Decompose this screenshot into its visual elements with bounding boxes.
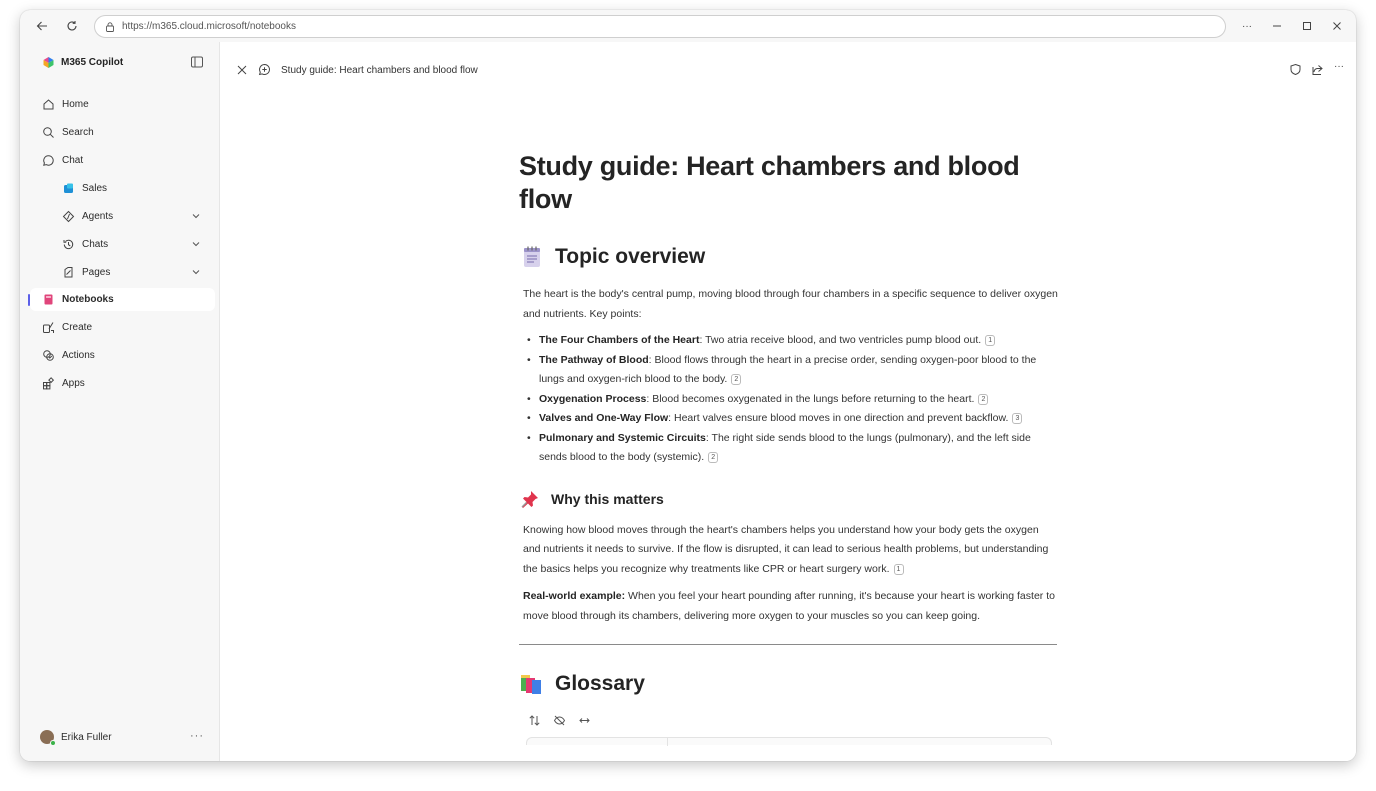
why-paragraph	[519, 521, 1059, 580]
section-title: Why this matters	[551, 490, 664, 507]
sidebar-item-label: Apps	[62, 378, 85, 389]
point-term: Oxygenation Process	[539, 392, 647, 405]
back-arrow-icon	[36, 20, 48, 32]
sidebar-item-sales[interactable]	[30, 177, 215, 200]
sidebar-item-label: Pages	[82, 267, 111, 278]
point-term: The Four Chambers of the Heart	[539, 334, 700, 346]
sidebar-item-apps[interactable]	[30, 372, 215, 395]
list-item	[527, 409, 1059, 429]
sidebar-item-label: Create	[62, 322, 93, 333]
point-term: Pulmonary and Systemic Circuits	[539, 431, 706, 444]
document	[519, 150, 1059, 745]
sidebar-item-create[interactable]	[30, 316, 215, 339]
sidebar	[20, 42, 220, 761]
back-button[interactable]	[32, 16, 52, 36]
history-icon	[62, 238, 75, 251]
list-item	[527, 390, 1059, 410]
chevron-down-icon[interactable]	[191, 267, 201, 277]
address-bar[interactable]	[94, 15, 1226, 38]
shield-icon[interactable]	[1289, 63, 1302, 76]
point-text: : Blood flows through the heart in a precise order, sending oxygen-poor blood to the lungs and oxygen-rich blood to the body.	[539, 353, 1037, 385]
lock-icon	[105, 22, 115, 32]
sales-agent-icon	[62, 182, 75, 195]
refresh-icon	[66, 20, 78, 32]
share-icon[interactable]	[1311, 63, 1324, 76]
point-text: : Two atria receive blood, and two ventricles pump blood out.	[699, 334, 982, 346]
pushpin-emoji-icon	[519, 488, 541, 510]
more-options-button[interactable]: ···	[1334, 61, 1344, 72]
citation-badge[interactable]: 2	[708, 452, 718, 463]
maximize-button[interactable]	[1297, 16, 1317, 36]
sidebar-item-label: Search	[62, 127, 94, 138]
url-text: https://m365.cloud.microsoft/notebooks	[122, 21, 296, 32]
chevron-down-icon[interactable]	[191, 239, 201, 249]
new-chat-icon[interactable]	[258, 63, 271, 76]
sidebar-item-label: Actions	[62, 350, 95, 361]
section-title: Topic overview	[555, 245, 706, 268]
minimize-button[interactable]	[1267, 16, 1287, 36]
sidebar-item-actions[interactable]	[30, 344, 215, 367]
point-term: Valves and One-Way Flow	[539, 412, 669, 424]
presence-dot	[50, 740, 56, 746]
example-label: Real-world example:	[523, 590, 626, 602]
close-icon	[1332, 21, 1342, 31]
browser-toolbar	[20, 10, 1356, 42]
section-heading-why	[519, 487, 1059, 511]
sidebar-item-label: Chat	[62, 155, 84, 166]
point-text: : Blood becomes oxygenated in the lungs before returning to the heart.	[646, 392, 975, 405]
maximize-icon	[1302, 21, 1312, 31]
section-heading-glossary	[519, 670, 1059, 698]
hide-icon[interactable]	[553, 714, 566, 727]
minimize-icon	[1272, 21, 1282, 31]
sidebar-item-notebooks[interactable]	[30, 288, 215, 311]
citation-badge[interactable]: 1	[985, 335, 995, 346]
topbar-title: Study guide: Heart chambers and blood flow	[281, 65, 478, 76]
list-item	[527, 429, 1059, 468]
citation-badge[interactable]: 2	[731, 374, 741, 385]
sidebar-item-search[interactable]	[30, 121, 215, 144]
expand-width-icon[interactable]	[578, 714, 591, 727]
copilot-logo-icon	[42, 56, 55, 69]
brand[interactable]	[42, 56, 123, 69]
sidebar-item-chat[interactable]	[30, 149, 215, 172]
sidebar-item-label: Notebooks	[62, 294, 114, 305]
agents-icon	[62, 210, 75, 223]
list-item	[527, 331, 1059, 351]
refresh-button[interactable]	[62, 16, 82, 36]
chevron-down-icon[interactable]	[191, 211, 201, 221]
sidebar-item-agents[interactable]	[30, 205, 215, 228]
apps-icon	[42, 377, 55, 390]
create-icon	[42, 321, 55, 334]
browser-window	[20, 10, 1356, 761]
close-icon[interactable]	[236, 64, 248, 76]
sidebar-item-label: Sales	[82, 183, 108, 194]
list-item	[527, 351, 1059, 390]
overview-intro: The heart is the body's central pump, moving blood through four chambers in a specific sequence to deliver oxygen and nutrients. Key points:	[523, 288, 1058, 320]
section-title: Glossary	[555, 672, 645, 695]
citation-badge[interactable]: 3	[1012, 413, 1022, 424]
point-text: : The right side sends blood to the lungs (pulmonary), and the left side sends blood to the body (systemic).	[539, 431, 1031, 463]
home-icon	[42, 98, 55, 111]
more-icon: ···	[190, 730, 204, 742]
books-emoji-icon	[519, 671, 545, 697]
table-toolbar	[519, 714, 1059, 727]
actions-icon	[42, 349, 55, 362]
main-content	[220, 42, 1356, 761]
sort-icon[interactable]	[528, 714, 541, 727]
sidebar-toggle-icon[interactable]	[190, 55, 204, 69]
page-title: Study guide: Heart chambers and blood flow	[519, 151, 1020, 214]
sidebar-item-chats[interactable]	[30, 233, 215, 256]
glossary-table	[526, 737, 1052, 745]
close-window-button[interactable]	[1327, 16, 1347, 36]
point-text: : Heart valves ensure blood moves in one direction and prevent backflow.	[668, 412, 1009, 424]
key-points-list	[519, 331, 1059, 468]
divider	[519, 644, 1057, 645]
table-column-divider	[667, 738, 668, 746]
user-profile[interactable]	[40, 730, 112, 744]
sidebar-item-home[interactable]	[30, 93, 215, 116]
sidebar-item-label: Agents	[82, 211, 114, 222]
sidebar-item-label: Chats	[82, 239, 109, 250]
user-more-button[interactable]	[190, 730, 204, 742]
citation-badge[interactable]: 1	[894, 564, 904, 575]
notepad-emoji-icon	[519, 244, 545, 270]
citation-badge[interactable]: 2	[978, 394, 988, 405]
example-text: When you feel your heart pounding after running, it's because your heart is working faster to move blood through its chambers, delivering more oxygen to your muscles so you can keep going.	[523, 590, 1055, 622]
notebook-icon	[42, 293, 55, 306]
sidebar-item-label: Home	[62, 99, 89, 110]
user-name: Erika Fuller	[61, 731, 112, 743]
search-icon	[42, 126, 55, 139]
avatar	[40, 730, 54, 744]
section-heading-overview	[519, 243, 1059, 271]
real-world-example	[519, 587, 1059, 626]
brand-name: M365 Copilot	[61, 57, 124, 68]
chat-icon	[42, 154, 55, 167]
sidebar-item-pages[interactable]	[30, 261, 215, 284]
browser-menu-button[interactable]	[1237, 16, 1257, 36]
point-term: The Pathway of Blood	[539, 353, 649, 366]
more-icon: ···	[1242, 20, 1252, 32]
pages-icon	[62, 266, 75, 279]
why-text: Knowing how blood moves through the heart's chambers helps you understand how your body gets the oxygen and nutrients it needs to survive. If the flow is disrupted, it can lead to serious health problems, but understanding the basics helps you recognize why treatments like CPR or heart surgery work.	[523, 523, 1049, 575]
